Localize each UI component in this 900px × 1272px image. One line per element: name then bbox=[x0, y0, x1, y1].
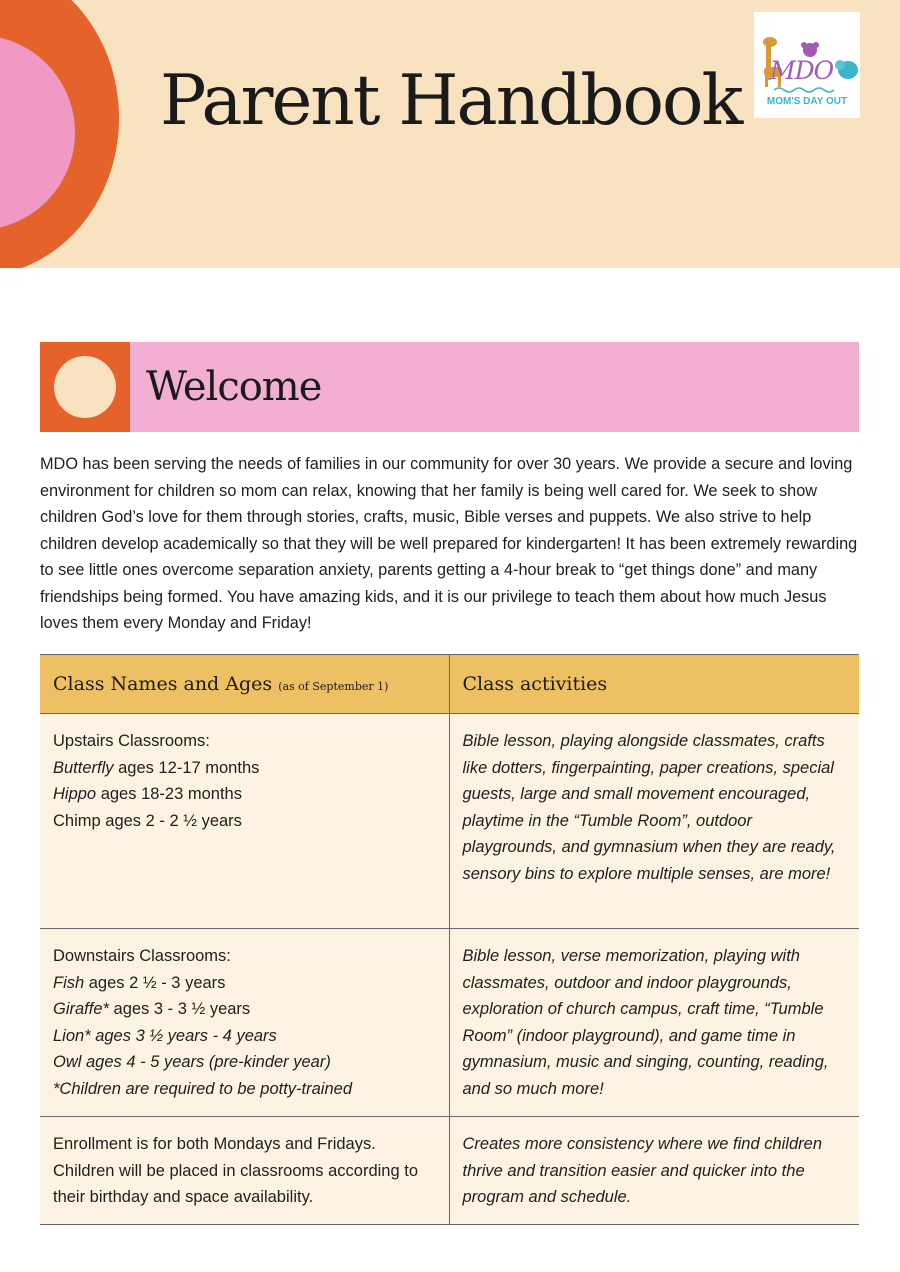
welcome-title: Welcome bbox=[146, 364, 322, 410]
class-table bbox=[40, 654, 859, 1225]
class-fish: Fish ages 2 ½ - 3 years bbox=[53, 973, 226, 992]
downstairs-classes-cell bbox=[40, 929, 449, 1117]
upstairs-classes-cell bbox=[40, 714, 449, 929]
enrollment-activities-cell: Creates more consistency where we find children thrive and transition easier and quicker into the program and schedule. bbox=[449, 1117, 859, 1225]
logo-text: MDO bbox=[770, 56, 834, 85]
page-title: Parent Handbook bbox=[160, 61, 742, 141]
mdo-logo bbox=[754, 12, 860, 118]
downstairs-heading: Downstairs Classrooms: bbox=[53, 947, 231, 965]
class-hippo: Hippo ages 18-23 months bbox=[53, 785, 242, 804]
class-names-header-label: Class Names and Ages bbox=[53, 673, 273, 695]
class-giraffe: Giraffe* ages 3 - 3 ½ years bbox=[53, 1000, 251, 1019]
upstairs-activities-cell: Bible lesson, playing alongside classmates, crafts like dotters, fingerpainting, paper creations, special guests, large and small movement encouraged, playtime in the “Tumble Room”, outdoor playgrounds, and gymnasium when they are ready, sensory bins to explore multiple senses, are more! bbox=[449, 714, 859, 929]
upstairs-heading: Upstairs Classrooms: bbox=[53, 732, 210, 750]
circle-icon bbox=[54, 356, 116, 418]
class-names-header-note: (as of September 1) bbox=[278, 680, 389, 693]
class-lion: Lion* ages 3 ½ years - 4 years bbox=[53, 1026, 277, 1045]
table-row bbox=[40, 929, 859, 1117]
potty-trained-note: *Children are required to be potty-trained bbox=[53, 1079, 353, 1098]
enrollment-cell: Enrollment is for both Mondays and Fridays. Children will be placed in classrooms according to their birthday and space availability. bbox=[40, 1117, 449, 1225]
class-owl: Owl ages 4 - 5 years (pre-kinder year) bbox=[53, 1053, 331, 1072]
header-banner bbox=[0, 0, 900, 268]
class-butterfly: Butterfly ages 12-17 months bbox=[53, 758, 260, 777]
logo-subtext: MOM'S DAY OUT bbox=[766, 96, 848, 107]
downstairs-activities-cell: Bible lesson, verse memorization, playing with classmates, outdoor and indoor playgrounds, exploration of church campus, craft time, “Tumble Room” (indoor playground), and game time in gymnasium, music and singing, counting, reading, and so much more! bbox=[449, 929, 859, 1117]
class-activities-header: Class activities bbox=[449, 655, 859, 714]
class-names-header bbox=[40, 655, 449, 714]
welcome-orange-square bbox=[40, 342, 130, 432]
table-row bbox=[40, 714, 859, 929]
class-chimp: Chimp ages 2 - 2 ½ years bbox=[53, 811, 242, 830]
welcome-heading-bar bbox=[40, 342, 859, 432]
welcome-paragraph: MDO has been serving the needs of families in our community for over 30 years. We provide a secure and loving environment for children so mom can relax, knowing that her family is being well cared for. We seek to show children God’s love for them through stories, crafts, music, Bible verses and puppets. We also strive to help children develop academically so that they will be well prepared for kindergarten! It has been extremely rewarding to see little ones overcome separation anxiety, parents getting a 4-hour break to “get things done” and many friendships being formed. You have amazing kids, and it is our privilege to teach them about how much Jesus loves them every Monday and Friday! bbox=[40, 455, 858, 632]
table-row bbox=[40, 1117, 859, 1225]
table-header-row bbox=[40, 655, 859, 714]
